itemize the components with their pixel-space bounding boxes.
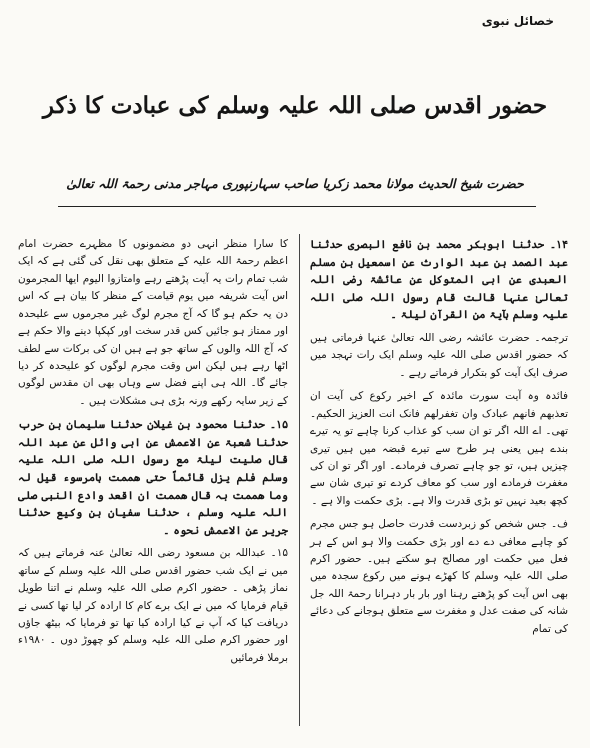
column-divider <box>299 234 300 726</box>
right-column <box>310 236 568 644</box>
header-divider <box>58 206 536 207</box>
hadith-14-note: ف۔ جس شخص کو زبردست قدرت حاصل ہو جس مجرم کو چاہے معافی دے دے اور بڑی حکمت والا ہو اس کے ہر فعل میں حکمت اور مصالح ہو سکتے ہیں۔ حضور اکرم صلی اللہ علیہ وسلم کا کھڑے ہونے میں رکوع سجدہ میں بھی اس آیت کو پڑھتے رہنا اور بار بار دہرانا رحمۃ اللہ جل شانہ کی صفت عدل و مغفرت سے متعلق ہوجانے کی دعائے کی تمام <box>310 518 568 635</box>
hadith-14-translation: ترجمہ۔ حضرت عائشہ رضی اللہ تعالیٰ عنہا فرماتی ہیں کہ حضور اقدس صلی اللہ علیہ وسلم ایک رات تہجد میں صرف ایک آیت کو بتکرار فرماتے رہے ۔ <box>310 331 568 379</box>
hadith-14-commentary: فائدہ وہ آیت سورت مائدہ کے اخیر رکوع کی آیت ان تعذبھم فانھم عبادک وان تغفرلھم فانک انت العزیز الحکیم۔ تھی۔ اے اللہ اگر تو ان سب کو عذاب کرنا چاہے تو یہ تیرے بندے ہیں یعنی ہر طرح سے تیرے قبضہ میں ہیں تیری چیزیں ہیں، تو جو چاہے تصرف فرمادے۔ اور اگر تو ان کی مغفرت فرمادے اور سب کو معاف کردے تو تیری شان سے کچھ بعید نہیں تو بڑی قدرت والا ہے۔ بڑی حکمت والا ہے ۔ <box>310 390 568 507</box>
running-header: خصائل نبوی <box>481 14 554 28</box>
hadith-15-arabic: ۱۵۔ حدثنا محمود بن غیلان حدثنا سلیمان بن حرب حدثنا شعبۃ عن الاعمش عن ابی وائل عن عبد اللہ قال صلیت لیلۃ مع رسول اللہ صلی اللہ علیہ وسلم فلم یزل قائماً حتی ھممت بامرسوء قیل لہ وما ھممت بہ قال ھممت ان اقعد وادع النبی صلی اللہ علیہ وسلم ، حدثنا سفیان بن وکیع حدثنا جریر عن الاعمش نحوہ ۔ <box>18 418 288 537</box>
commentary-continued: کا سارا منظر انہی دو مضمونوں کا مظہرے حضرت امام اعظم رحمۃ اللہ علیہ کے متعلق بھی نقل کی گئی ہے کہ ایک شب تمام رات یہ آیت پڑھتے رہے وامتازوا الیوم ایھا المجرمون اس آیت شریفہ میں یوم قیامت کے منظر کا بیان ہے کہ اس دن یہ حکم ہو گا کہ آج مجرم لوگ غیر مجرموں سے علیحدہ اور ممتاز ہو جائیں کس قدر سخت اور کپکپا دینے والا حکم ہے کہ آج اللہ والوں کے ساتھ جو ہے ہیں ان کی برکات سے لطف اٹھا رہے ہیں لیکن اس وقت مجرم لوگوں کو علیحدہ کر دیا جائے گا۔ اللہ ہی اپنے فضل سے وہاں بھی ان مقدس لوگوں کے زیر سایہ رکھے ورنہ بڑی ہی مشکلات ہیں ۔ <box>18 238 288 407</box>
author-line: حضرت شیخ الحدیث مولانا محمد زکریا صاحب سہارنپوری مہاجر مدنی رحمۃ اللہ تعالیٰ <box>66 176 524 191</box>
hadith-14-arabic: ۱۴۔ حدثنا ابوبکر محمد بن نافع البصری حدثنا عبد الصمد بن عبد الوارث عن اسمعیل بن مسلم العبدی عن ابی المتوکل عن عائشۃ رضی اللہ تعالیٰ عنہا قالت قام رسول اللہ صلی اللہ علیہ وسلم بآیۃ من القرآن لیلۃ ۔ <box>310 238 568 322</box>
left-column <box>18 236 288 673</box>
chapter-title: حضور اقدس صلی اللہ علیہ وسلم کی عبادت کا ذکر <box>42 92 548 119</box>
hadith-15-translation: ۱۵۔ عبداللہ بن مسعود رضی اللہ تعالیٰ عنہ فرماتے ہیں کہ میں نے ایک شب حضور اقدس صلی اللہ علیہ وسلم کے ساتھ نماز پڑھی ۔ حضور اکرم صلی اللہ علیہ وسلم نے اتنا طویل قیام فرمایا کہ میں نے ایک برے کام کا ارادہ کر لیا تھا کسی نے دریافت کیا کہ آپ نے کیا ارادہ کیا تھا تو فرمایا کہ بیٹھ جاؤں اور حضور اکرم صلی اللہ علیہ وسلم کو چھوڑ دوں ۔ ۱۹۸۰ء برملا فرمائیں <box>18 547 288 664</box>
